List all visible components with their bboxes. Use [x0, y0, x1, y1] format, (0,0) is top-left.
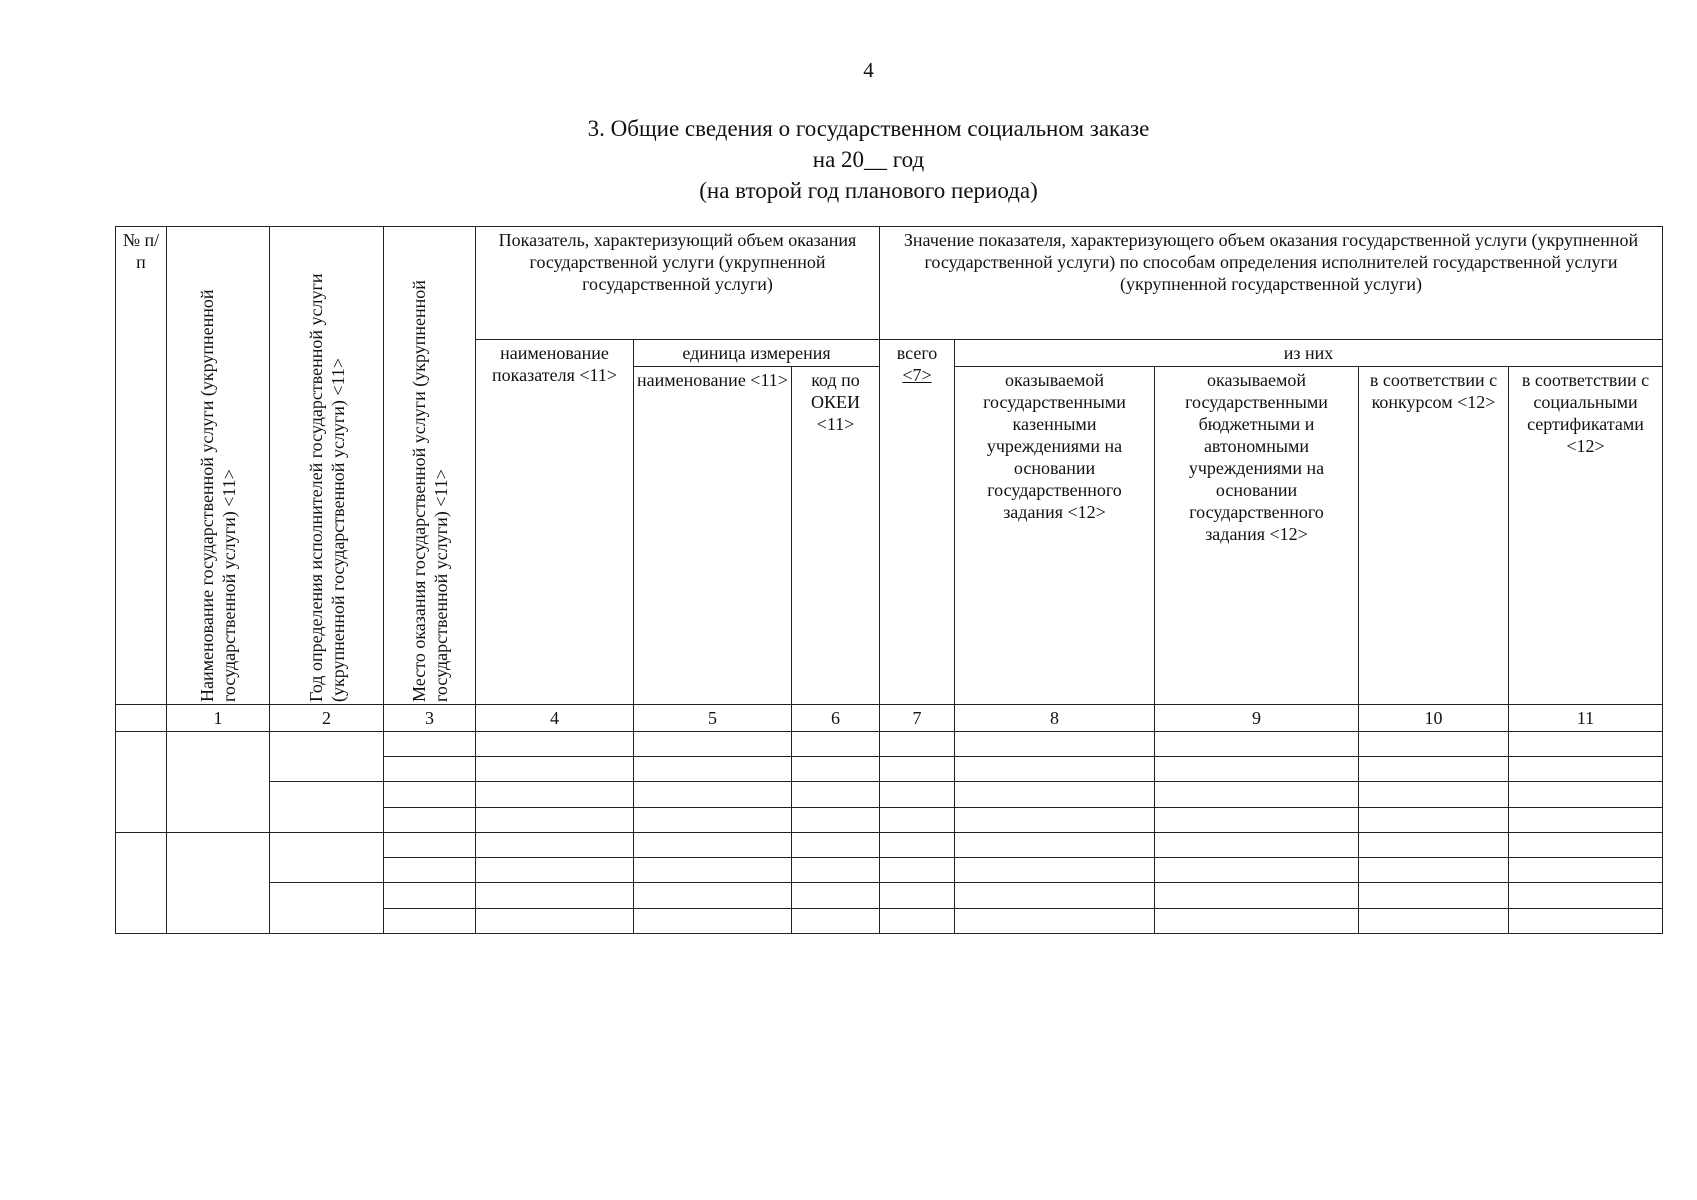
- indicator-name-cell[interactable]: [476, 858, 634, 883]
- column-number: 4: [476, 704, 634, 731]
- budget-label: оказываемой государственными бюджетными и автономными учреждениями на основании государственного задания <12>: [1185, 370, 1328, 545]
- row-number-cell[interactable]: [116, 832, 167, 933]
- unit-code-cell[interactable]: [792, 757, 880, 782]
- column-number: 2: [270, 704, 384, 731]
- certificates-cell[interactable]: [1509, 807, 1663, 832]
- section-title: [0, 113, 1697, 206]
- budget-cell[interactable]: [1155, 782, 1359, 807]
- unit-code-header: [792, 367, 880, 704]
- contest-cell[interactable]: [1359, 782, 1509, 807]
- kazennye-cell[interactable]: [955, 908, 1155, 933]
- budget-cell[interactable]: [1155, 858, 1359, 883]
- unit-name-header: [634, 367, 792, 704]
- col-service-name-label: Наименование государственной услуги (укрупненной государственной услуги) <11>: [197, 289, 239, 702]
- contest-cell[interactable]: [1359, 858, 1509, 883]
- of-them-label: из них: [1283, 343, 1334, 364]
- indicator-group-label: Показатель, характеризующий объем оказания государственной услуги (укрупненной государственной услуги): [498, 230, 857, 294]
- unit-code-label: код по ОКЕИ <11>: [811, 370, 860, 435]
- contest-cell[interactable]: [1359, 832, 1509, 857]
- title-line-2: на 20__ год: [812, 147, 925, 172]
- budget-header: [1155, 367, 1359, 704]
- total-cell[interactable]: [880, 807, 955, 832]
- indicator-name-label: наименование показателя <11>: [492, 343, 617, 386]
- table-row: [116, 883, 1663, 908]
- table-row: [116, 782, 1663, 807]
- column-number: 8: [955, 704, 1155, 731]
- contest-header: [1359, 367, 1509, 704]
- column-number: 9: [1155, 704, 1359, 731]
- service-name-cell[interactable]: [167, 731, 270, 832]
- social-order-table: [115, 226, 1663, 934]
- column-numbers-row: [116, 704, 1663, 731]
- place-cell[interactable]: [384, 782, 476, 807]
- unit-group-header: [634, 340, 880, 367]
- certificates-cell[interactable]: [1509, 782, 1663, 807]
- place-cell[interactable]: [384, 807, 476, 832]
- budget-cell[interactable]: [1155, 832, 1359, 857]
- unit-name-cell[interactable]: [634, 858, 792, 883]
- certificates-cell[interactable]: [1509, 858, 1663, 883]
- table-row: [116, 832, 1663, 857]
- unit-group-label: единица измерения: [682, 343, 831, 364]
- col-year-header: [270, 227, 384, 705]
- certificates-cell[interactable]: [1509, 908, 1663, 933]
- unit-code-cell[interactable]: [792, 883, 880, 908]
- title-line-3: (на второй год планового периода): [699, 178, 1038, 203]
- year-cell[interactable]: [270, 782, 384, 833]
- column-number: 1: [167, 704, 270, 731]
- certificates-cell[interactable]: [1509, 832, 1663, 857]
- total-cell[interactable]: [880, 883, 955, 908]
- indicator-group-header: [476, 227, 880, 340]
- contest-cell[interactable]: [1359, 908, 1509, 933]
- col-number-header: [116, 227, 167, 705]
- place-cell[interactable]: [384, 908, 476, 933]
- column-number: 6: [792, 704, 880, 731]
- total-ref: <7>: [902, 365, 932, 386]
- total-cell[interactable]: [880, 908, 955, 933]
- place-cell[interactable]: [384, 858, 476, 883]
- contest-cell[interactable]: [1359, 757, 1509, 782]
- unit-code-cell[interactable]: [792, 782, 880, 807]
- certificates-cell[interactable]: [1509, 883, 1663, 908]
- budget-cell[interactable]: [1155, 807, 1359, 832]
- indicator-name-cell[interactable]: [476, 883, 634, 908]
- indicator-name-cell[interactable]: [476, 807, 634, 832]
- kazennye-cell[interactable]: [955, 883, 1155, 908]
- year-cell[interactable]: [270, 832, 384, 883]
- budget-cell[interactable]: [1155, 883, 1359, 908]
- contest-cell[interactable]: [1359, 883, 1509, 908]
- place-cell[interactable]: [384, 883, 476, 908]
- table-row: [116, 731, 1663, 756]
- place-cell[interactable]: [384, 731, 476, 756]
- total-cell[interactable]: [880, 757, 955, 782]
- column-number: 3: [384, 704, 476, 731]
- unit-name-cell[interactable]: [634, 731, 792, 756]
- year-cell[interactable]: [270, 731, 384, 782]
- unit-name-cell[interactable]: [634, 883, 792, 908]
- budget-cell[interactable]: [1155, 731, 1359, 756]
- column-number: 10: [1359, 704, 1509, 731]
- indicator-name-cell[interactable]: [476, 908, 634, 933]
- contest-cell[interactable]: [1359, 731, 1509, 756]
- unit-code-cell[interactable]: [792, 731, 880, 756]
- column-number: 5: [634, 704, 792, 731]
- kazennye-cell[interactable]: [955, 858, 1155, 883]
- certificates-cell[interactable]: [1509, 731, 1663, 756]
- header-row-1: [116, 227, 1663, 340]
- indicator-name-cell[interactable]: [476, 832, 634, 857]
- place-cell[interactable]: [384, 832, 476, 857]
- unit-name-cell[interactable]: [634, 807, 792, 832]
- contest-label: в соответствии с конкурсом <12>: [1369, 370, 1498, 413]
- kazennye-cell[interactable]: [955, 832, 1155, 857]
- col-place-header: [384, 227, 476, 705]
- row-number-cell[interactable]: [116, 731, 167, 832]
- unit-code-cell[interactable]: [792, 832, 880, 857]
- certificates-cell[interactable]: [1509, 757, 1663, 782]
- unit-name-label: наименование <11>: [637, 370, 788, 391]
- service-name-cell[interactable]: [167, 832, 270, 933]
- indicator-name-cell[interactable]: [476, 731, 634, 756]
- indicator-name-cell[interactable]: [476, 757, 634, 782]
- kazennye-label: оказываемой государственными казенными учреждениями на основании государственного задания <12>: [983, 370, 1126, 523]
- col-year-label: Год определения исполнителей государственной услуги (укрупненной государственной услуги) <11>: [305, 273, 348, 702]
- unit-name-cell[interactable]: [634, 832, 792, 857]
- col-service-name-header: [167, 227, 270, 705]
- kazennye-cell[interactable]: [955, 782, 1155, 807]
- kazennye-cell[interactable]: [955, 731, 1155, 756]
- title-line-1: 3. Общие сведения о государственном социальном заказе: [587, 116, 1150, 141]
- value-group-label: Значение показателя, характеризующего объем оказания государственной услуги (укрупненной государственной услуги) по способам определения исполнителей государственной услуги (укрупненной государственной услуги): [903, 230, 1639, 294]
- budget-cell[interactable]: [1155, 908, 1359, 933]
- total-cell[interactable]: [880, 731, 955, 756]
- column-number: 7: [880, 704, 955, 731]
- place-cell[interactable]: [384, 757, 476, 782]
- unit-name-cell[interactable]: [634, 908, 792, 933]
- total-label: всего: [896, 343, 938, 364]
- unit-name-cell[interactable]: [634, 782, 792, 807]
- year-cell[interactable]: [270, 883, 384, 934]
- certificates-header: [1509, 367, 1663, 704]
- total-cell[interactable]: [880, 858, 955, 883]
- kazennye-header: [955, 367, 1155, 704]
- column-number: 11: [1509, 704, 1663, 731]
- unit-code-cell[interactable]: [792, 858, 880, 883]
- total-cell[interactable]: [880, 782, 955, 807]
- indicator-name-header: [476, 340, 634, 705]
- unit-code-cell[interactable]: [792, 908, 880, 933]
- page-number: 4: [863, 58, 874, 82]
- kazennye-cell[interactable]: [955, 757, 1155, 782]
- col-number-label: № п/п: [122, 230, 160, 272]
- budget-cell[interactable]: [1155, 757, 1359, 782]
- unit-name-cell[interactable]: [634, 757, 792, 782]
- total-cell[interactable]: [880, 832, 955, 857]
- kazennye-cell[interactable]: [955, 807, 1155, 832]
- column-number-blank: [116, 704, 167, 731]
- certificates-label: в соответствии с социальными сертификатами <12>: [1521, 370, 1650, 457]
- value-group-header: [880, 227, 1663, 340]
- contest-cell[interactable]: [1359, 807, 1509, 832]
- of-them-header: [955, 340, 1663, 367]
- unit-code-cell[interactable]: [792, 807, 880, 832]
- indicator-name-cell[interactable]: [476, 782, 634, 807]
- col-place-label: Место оказания государственной услуги (укрупненной государственной услуги) <11>: [408, 279, 451, 702]
- total-header: [880, 340, 955, 705]
